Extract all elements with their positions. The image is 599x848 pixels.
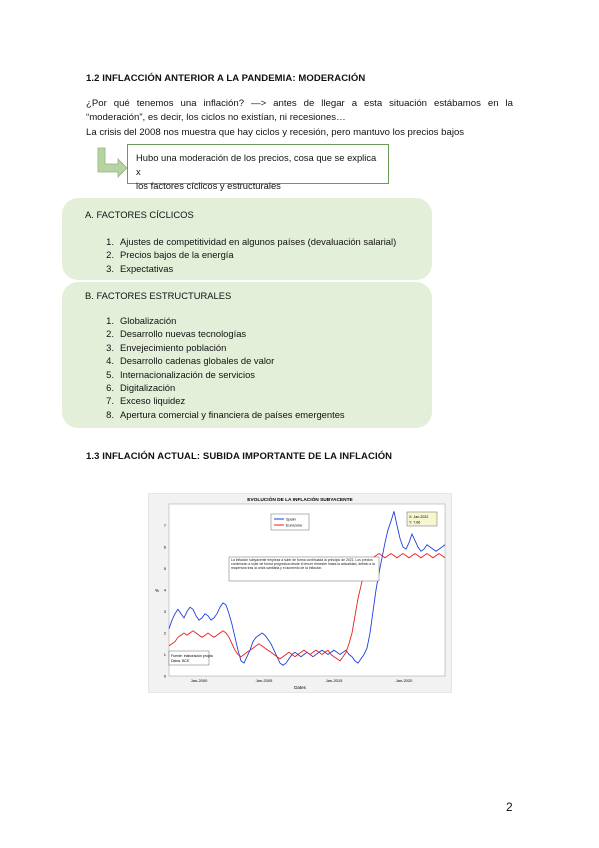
- y-tick-label: 6: [163, 544, 166, 550]
- x-axis-label: Dates: [294, 685, 306, 690]
- x-tick-label: Jan-2015: [325, 678, 343, 683]
- list-item: 8. Apertura comercial y financiera de países emergentes: [106, 408, 345, 420]
- inflation-chart: [148, 493, 452, 693]
- list-item: 2. Precios bajos de la energía: [106, 249, 234, 261]
- source-line-2: Datos: BCE: [171, 659, 190, 663]
- paragraph-line-1: ¿Por qué tenemos una inflación? —> antes de llegar a esta situación estábamos en la: [86, 98, 513, 109]
- source-line-1: Fuente: elaboración propia: [171, 654, 213, 658]
- y-axis-label: %: [154, 588, 160, 593]
- list-item: 3. Expectativas: [106, 262, 174, 274]
- page-number: 2: [506, 800, 513, 814]
- chart-title: EVOLUCIÓN DE LA INFLACIÓN SUBYACENTE: [247, 498, 353, 503]
- chart-svg: [149, 494, 451, 692]
- chart-end-label: [407, 512, 437, 526]
- callout-box: [127, 144, 389, 191]
- y-tick-label: 7: [163, 523, 166, 528]
- list-item: 7. Exceso liquidez: [106, 395, 186, 407]
- callout-line-2: los factores cíclicos y estructurales: [136, 180, 281, 191]
- list-item: 1. Globalización: [106, 315, 177, 326]
- annotation-text: La inflación subyacente empieza a subir de forma continuada al principio de 2021. Los precios comienzan a subir de forma progresiva desde el tercer trimestre hasta la actualidad, debido a la reapertura tras la crisis sanitaria y el aumento de la inflación.: [231, 558, 375, 571]
- paragraph-crisis-2008: La crisis del 2008 nos muestra que hay ciclos y recesión, pero mantuvo los precios bajos: [86, 127, 465, 138]
- list-item: 3. Envejecimiento población: [106, 341, 227, 353]
- y-tick-label: 2: [163, 630, 166, 636]
- callout-line-1: Hubo una moderación de los precios, cosa que se explica x: [136, 152, 377, 177]
- y-tick-label: 4: [163, 587, 166, 593]
- list-item: 1. Ajustes de competitividad en algunos países (devaluación salarial): [106, 236, 397, 247]
- factores-estructurales-list: [96, 314, 345, 421]
- chart-annotation: [229, 557, 379, 581]
- factores-ciclicos-title: A. FACTORES CÍCLICOS: [85, 209, 194, 220]
- list-item: 5. Internacionalización de servicios: [106, 368, 255, 380]
- list-item: 2. Desarrollo nuevas tecnologías: [106, 328, 247, 340]
- x-tick-label: Jan-2020: [395, 678, 413, 683]
- factores-estructurales-panel: [62, 282, 432, 428]
- chart-source-note: [169, 651, 213, 665]
- x-tick-label: Jan-2000: [190, 678, 208, 683]
- l-arrow-icon: [96, 146, 130, 178]
- paragraph-line-2: “moderación”, es decir, los ciclos no existían, ni recesiones…: [86, 112, 346, 123]
- end-label-x: X: Jan-2022: [409, 515, 429, 519]
- section-1-2-heading: 1.2 INFLACCIÓN ANTERIOR A LA PANDEMIA: MODERACIÓN: [86, 73, 366, 84]
- list-item: 4. Desarrollo cadenas globales de valor: [106, 355, 275, 367]
- factores-estructurales-title: B. FACTORES ESTRUCTURALES: [85, 290, 232, 301]
- legend-label-spain: Spain: [286, 517, 296, 522]
- y-tick-label: 1: [163, 652, 166, 657]
- end-label-y: Y: 7.66: [409, 520, 421, 525]
- y-tick-label: 0: [163, 673, 166, 679]
- legend-label-eurozone: Eurozone: [286, 523, 303, 528]
- section-1-3-heading: 1.3 INFLACIÓN ACTUAL: SUBIDA IMPORTANTE DE LA INFLACIÓN: [86, 451, 393, 462]
- list-item: 6. Digitalización: [106, 382, 176, 394]
- y-tick-label: 3: [163, 609, 166, 614]
- factores-ciclicos-list: [96, 235, 396, 275]
- y-tick-label: 5: [163, 566, 166, 571]
- x-tick-label: Jan-2005: [255, 678, 273, 683]
- chart-legend: [271, 514, 309, 530]
- factores-ciclicos-panel: [62, 198, 432, 280]
